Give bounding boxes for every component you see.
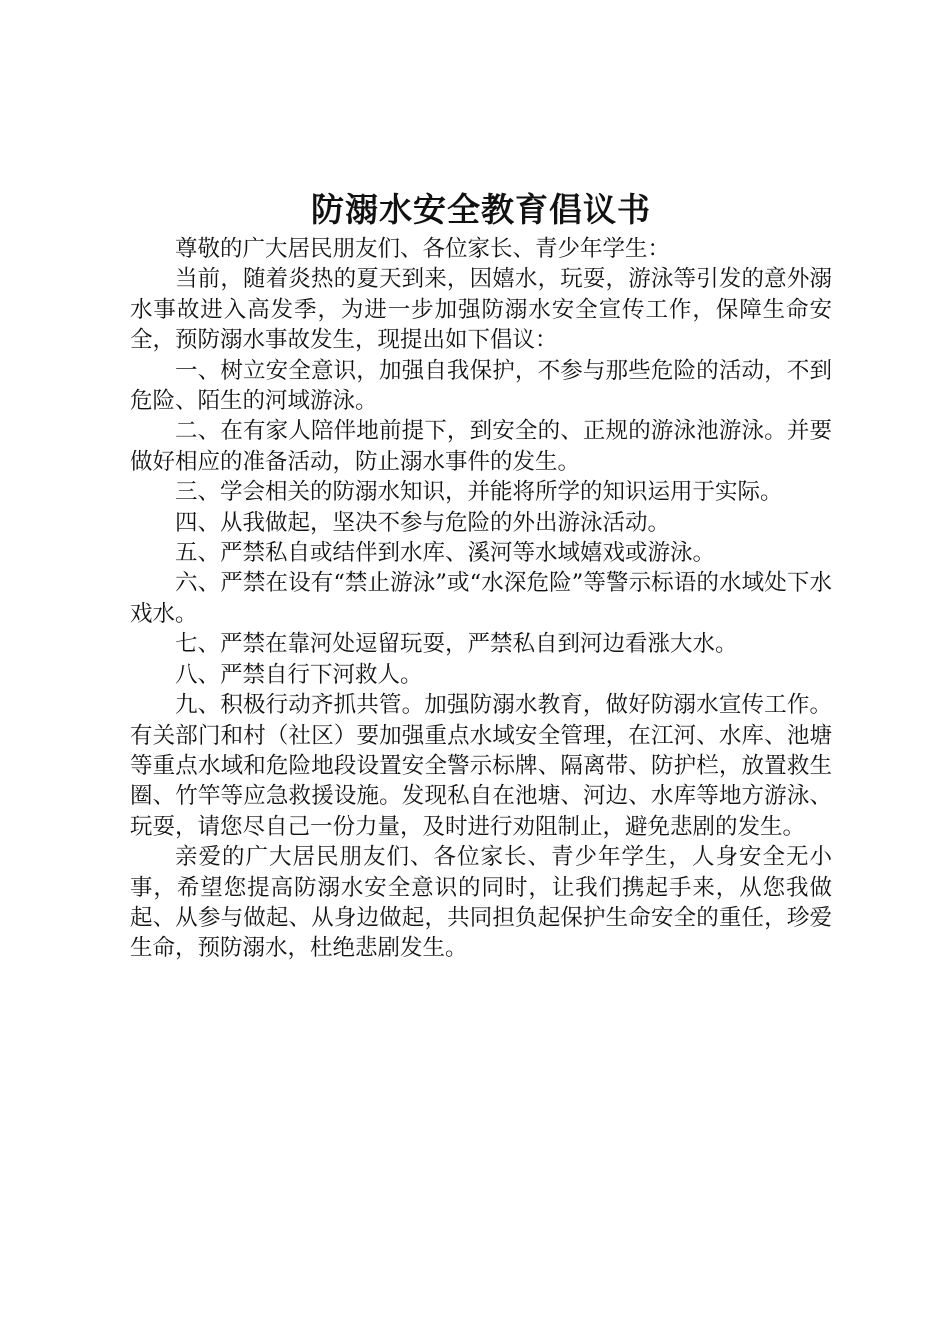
proposal-item-2: 二、在有家人陪伴地前提下，到安全的、正规的游泳池游泳。并要做好相应的准备活动，防止溺水事件的发生。 <box>130 418 832 475</box>
proposal-item-3: 三、学会相关的防溺水知识，并能将所学的知识运用于实际。 <box>175 479 783 506</box>
proposal-item-1: 一、树立安全意识，加强自我保护，不参与那些危险的活动，不到危险、陌生的河域游泳。 <box>130 357 832 415</box>
proposal-item-6: 六、严禁在设有“禁止游泳”或“水深危险”等警示标语的水域处下水戏水。 <box>130 570 832 627</box>
document-title: 防溺水安全教育倡议书 <box>311 190 651 229</box>
proposal-item-4: 四、从我做起，坚决不参与危险的外出游泳活动。 <box>175 509 671 536</box>
proposal-item-7: 七、严禁在靠河处逗留玩耍，严禁私自到河边看涨大水。 <box>175 631 738 658</box>
document-page <box>130 186 832 964</box>
proposal-item-5: 五、严禁私自或结伴到水库、溪河等水域嬉戏或游泳。 <box>175 540 716 567</box>
closing-paragraph: 亲爱的广大居民朋友们、各位家长、青少年学生，人身安全无小事，希望您提高防溺水安全意识的同时，让我们携起手来，从您我做起、从参与做起、从身边做起，共同担负起保护生命安全的重任，珍爱生命，预防溺水，杜绝悲剧发生。 <box>130 844 832 962</box>
proposal-item-9: 九、积极行动齐抓共管。加强防溺水教育，做好防溺水宣传工作。有关部门和村（社区）要加强重点水域安全管理，在江河、水库、池塘等重点水域和危险地段设置安全警示标牌、隔离带、防护栏，放置救生圈、竹竿等应急救援设施。发现私自在池塘、河边、水库等地方游泳、玩耍，请您尽自己一份力量，及时进行劝阻制止，避免悲剧的发生。 <box>130 692 832 840</box>
salutation: 尊敬的广大居民朋友们、各位家长、青少年学生： <box>175 236 671 262</box>
intro-paragraph: 当前，随着炎热的夏天到来，因嬉水，玩耍，游泳等引发的意外溺水事故进入高发季，为进一步加强防溺水安全宣传工作，保障生命安全，预防溺水事故发生，现提出如下倡议： <box>130 266 832 354</box>
proposal-item-8: 八、严禁自行下河救人。 <box>175 661 423 688</box>
